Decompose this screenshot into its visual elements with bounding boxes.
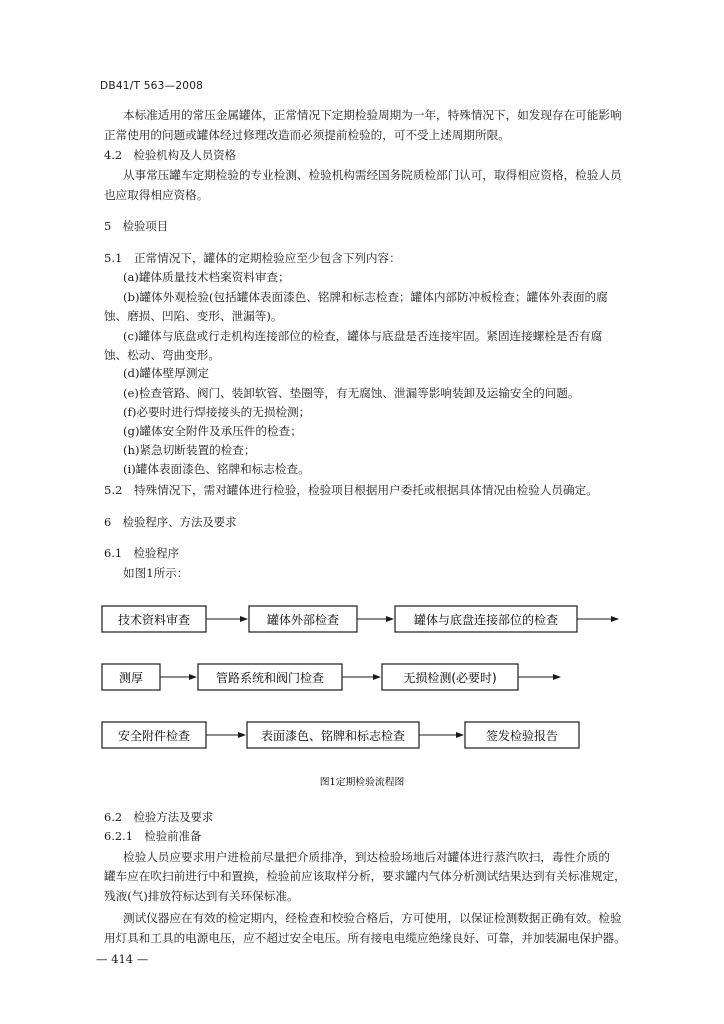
list-item: (f)必要时进行焊接接头的无损检测； [123, 405, 311, 419]
list-item: (h)紧急切断装置的检查； [123, 443, 256, 457]
list-item-continuation: 蚀、松动、弯曲变形。 [104, 348, 220, 362]
page-number: — 414 — [96, 952, 149, 966]
flow-box-label: 表面漆色、铭牌和标志检查 [260, 729, 406, 743]
paragraph-line: 也应取得相应资格。 [104, 188, 209, 202]
paragraph-line: 残液(气)排放符标达到有关环保标准。 [104, 889, 299, 903]
list-item-continuation: 蚀、磨损、凹陷、变形、泄漏等)。 [104, 309, 283, 323]
paragraph-line: 用灯具和工具的电源电压，应不超过安全电压。所有接电电缆应绝缘良好、可靠，并加装漏电保护器。 [104, 931, 626, 945]
paragraph-line: 如图1所示： [123, 566, 189, 580]
paragraph-line: 正常使用的问题或罐体经过修理改造而必须提前检验的，可不受上述周期所限。 [104, 128, 510, 142]
flow-box-label: 罐体与底盘连接部位的检查 [413, 613, 559, 627]
list-item: (b)罐体外观检验(包括罐体表面漆色、铭牌和标志检查；罐体内部防冲板检查；罐体外表面的腐 [123, 290, 608, 304]
clause-5-1: 5.1 正常情况下，罐体的定期检验应至少包含下列内容： [104, 251, 401, 265]
paragraph-line: 测试仪器应在有效的检定期内，经检查和校验合格后，方可使用，以保证检测数据正确有效。检验 [123, 911, 622, 925]
list-item: (c)罐体与底盘或行走机构连接部位的检查，罐体与底盘是否连接牢固。紧固连接螺栓是否有腐 [123, 329, 603, 343]
flow-box-label: 测厚 [118, 671, 144, 685]
list-item: (a)罐体质量技术档案资料审查； [123, 270, 290, 284]
list-item: (i)罐体表面漆色、铭牌和标志检查。 [123, 462, 310, 476]
list-item: (g)罐体安全附件及承压件的检查； [123, 424, 302, 438]
flow-box-label: 无损检测(必要时) [403, 671, 497, 685]
flow-box-label: 安全附件检查 [117, 729, 191, 743]
section-heading-6-2-1: 6.2.1 检验前准备 [104, 829, 202, 843]
list-item: (d)罐体壁厚测定 [123, 366, 210, 380]
paragraph-line: 从事常压罐车定期检验的专业检测、检验机构需经国务院质检部门认可，取得相应资格，检验人员 [123, 168, 622, 182]
paragraph-line: 罐车应在吹扫前进行中和置换，检验前应该取样分析，要求罐内气体分析测试结果达到有关标准规定， [104, 869, 626, 883]
section-heading-6-1: 6.1 检验程序 [104, 546, 180, 560]
paragraph-line: 检验人员应要求用户进检前尽量把介质排净，到达检验场地后对罐体进行蒸汽吹扫，毒性介质的 [123, 850, 610, 864]
flow-box-label: 罐体外部检查 [266, 613, 340, 627]
figure-caption: 图1定期检验流程图 [319, 777, 405, 788]
section-heading-4-2: 4.2 检验机构及人员资格 [104, 148, 237, 162]
flow-box-label: 技术资料审查 [117, 613, 191, 627]
flow-box-label: 管路系统和阀门检查 [215, 671, 325, 685]
flow-box-label: 签发检验报告 [485, 729, 559, 743]
section-heading-5: 5 检验项目 [104, 219, 169, 233]
clause-5-2: 5.2 特殊情况下，需对罐体进行检验，检验项目根据用户委托或根据具体情况由检验人员确定。 [104, 483, 598, 497]
section-heading-6-2: 6.2 检验方法及要求 [104, 810, 214, 824]
section-heading-6: 6 检验程序、方法及要求 [104, 515, 237, 529]
document-code: DB41/T 563—2008 [100, 80, 204, 92]
list-item: (e)检查管路、阀门、装卸软管、垫圈等，有无腐蚀、泄漏等影响装卸及运输安全的问题。 [123, 386, 580, 400]
paragraph-line: 本标准适用的常压金属罐体，正常情况下定期检验周期为一年，特殊情况下，如发现存在可能影响 [123, 108, 622, 122]
